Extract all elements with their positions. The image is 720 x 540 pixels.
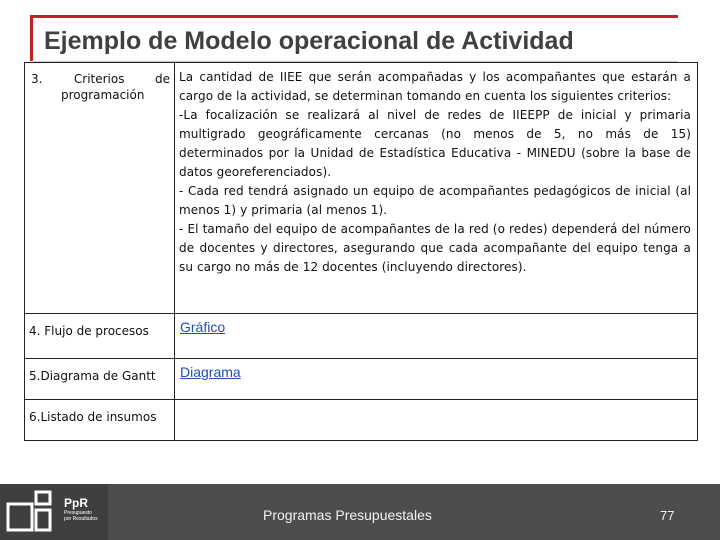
operational-model-table <box>24 62 698 441</box>
criterios-line: La cantidad de IIEE que serán acompañadas y los acompañantes que estarán a cargo de la actividad, se determinan tomando en cuenta los siguientes criterios: <box>179 70 691 103</box>
page-number: 77 <box>660 508 675 523</box>
footer-program-title: Programas Presupuestales <box>263 507 432 523</box>
logo-subtitle-2: por Resultados <box>64 516 98 522</box>
criterios-text <box>175 63 697 277</box>
table-row <box>25 359 698 400</box>
criterios-label-cell <box>25 63 175 314</box>
ppr-logo <box>0 484 108 540</box>
criterios-line: - El tamaño del equipo de acompañantes de la red (o redes) dependerá del número de docentes y directores, asegurando que cada acompañante del equipo tenga a su cargo no más de 12 docentes (incluyendo directores). <box>179 222 691 274</box>
title-top-rule <box>30 15 678 18</box>
gantt-label: 5.Diagrama de Gantt <box>29 369 156 383</box>
criterios-content-cell <box>175 63 698 314</box>
table-row <box>25 400 698 441</box>
criterios-line: -La focalización se realizará al nivel de redes de IIEEPP de inicial y primaria multigrado geográficamente cercanas (no menos de 5, no más de 15) determinados por la Unidad de Estadística Educativa - MINEDU (sobre la base de datos georeferenciados). <box>179 108 691 179</box>
criterios-line: - Cada red tendrá asignado un equipo de acompañantes pedagógicos de inicial (al menos 1) y primaria (al menos 1). <box>179 184 691 217</box>
insumos-label: 6.Listado de insumos <box>29 410 157 424</box>
footer-bar <box>0 484 720 540</box>
diagrama-link[interactable]: Diagrama <box>180 364 241 380</box>
title-left-rule <box>30 15 33 61</box>
row-number: 3. <box>31 72 43 86</box>
logo-subtitle: Presupuesto <box>64 510 93 516</box>
programacion-label: programación <box>61 88 145 102</box>
grafico-link[interactable]: Gráfico <box>180 319 226 335</box>
flujo-label: 4. Flujo de procesos <box>29 324 149 338</box>
table-row <box>25 63 698 314</box>
page-title: Ejemplo de Modelo operacional de Actividad <box>44 27 574 55</box>
criterios-label-de: de <box>155 72 170 86</box>
criterios-label: Criterios <box>73 72 125 86</box>
ppr-logo-icon <box>6 490 54 534</box>
table-row <box>25 314 698 359</box>
logo-title: PpR <box>64 496 88 510</box>
